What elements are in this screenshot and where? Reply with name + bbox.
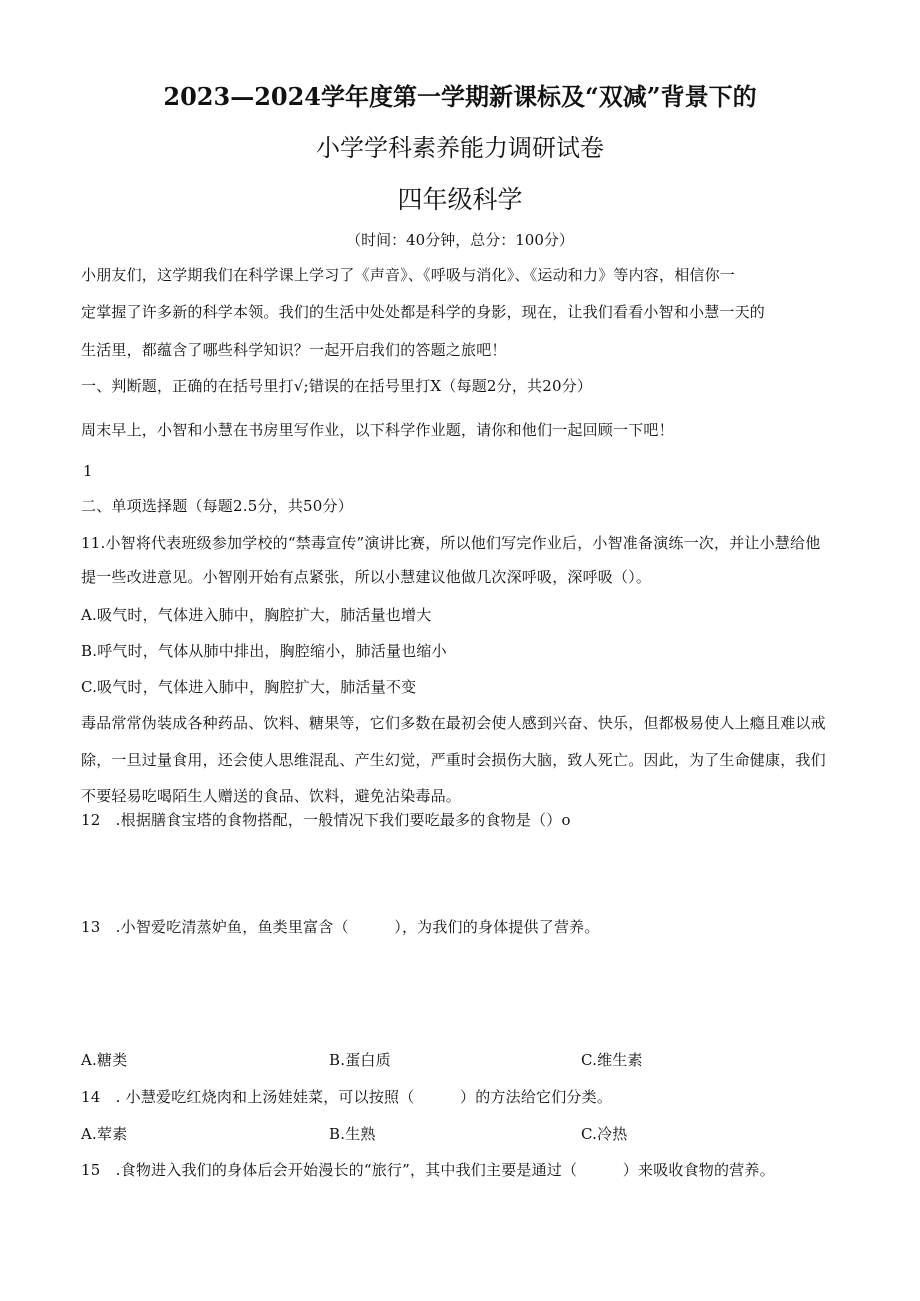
intro-line-2: 定掌握了许多新的科学本领。我们的生活中处处都是科学的身影，现在，让我们看看小智和小慧一天的 xyxy=(81,303,766,321)
exam-title-line1: 2023—2024学年度第一学期新课标及“双减”背景下的 xyxy=(163,82,757,111)
exam-title-grade: 四年级科学 xyxy=(397,185,523,214)
q11-option-a: A.吸气时，气体进入肺中，胸腔扩大，肺活量也增大 xyxy=(81,606,432,624)
exam-time-score: （时间：40分钟，总分：100分） xyxy=(346,231,574,249)
q13-option-a: A.糖类 xyxy=(81,1051,128,1069)
q14-text: 14 . 小慧爱吃红烧肉和上汤娃娃菜，可以按照（ ）的方法给它们分类。 xyxy=(81,1088,613,1106)
q14-option-c: C.冷热 xyxy=(581,1125,628,1143)
q13-text: 13 .小智爱吃清蒸妒鱼，鱼类里富含（ ），为我们的身体提供了营养。 xyxy=(81,918,600,936)
q14-option-a: A.荤素 xyxy=(81,1125,128,1143)
section2-heading: 二、单项选择题（每题2.5分，共50分） xyxy=(81,497,353,515)
q11-option-b: B.呼气时，气体从肺中排出，胸腔缩小，肺活量也缩小 xyxy=(81,642,447,660)
q11-line-1: 11.小智将代表班级参加学校的“禁毒宣传”演讲比赛，所以他们写完作业后，小智准备演练一次，并让小慧给他 xyxy=(81,534,821,552)
q13-option-b: B.蛋白质 xyxy=(329,1051,391,1069)
q12-text: 12 .根据膳食宝塔的食物搭配，一般情况下我们要吃最多的食物是（）o xyxy=(81,811,571,829)
q14-option-b: B.生熟 xyxy=(329,1125,376,1143)
intro-line-3: 生活里，都蕴含了哪些科学知识？一起开启我们的答题之旅吧！ xyxy=(81,341,507,359)
intro-line-1: 小朋友们，这学期我们在科学课上学习了《声音》、《呼吸与消化》、《运动和力》等内容，相信你一 xyxy=(81,266,736,284)
section1-context: 周末早上，小智和小慧在书房里写作业，以下科学作业题，请你和他们一起回顾一下吧！ xyxy=(81,421,674,439)
q15-text: 15 .食物进入我们的身体后会开始漫长的“旅行”，其中我们主要是通过（ ）来吸收食物的营养。 xyxy=(81,1161,775,1179)
q11-option-c: C.吸气时，气体进入肺中，胸腔扩大，肺活量不变 xyxy=(81,678,417,696)
exam-title-line2: 小学学科素养能力调研试卷 xyxy=(316,134,604,162)
drug-text-line-3: 不要轻易吃喝陌生人赠送的食品、饮料，避免沾染毒品。 xyxy=(81,787,462,805)
drug-text-line-2: 除，一旦过量食用，还会使人思维混乱、产生幻觉，严重时会损伤大脑，致人死亡。因此，为了生命健康，我们 xyxy=(81,751,826,769)
section1-item-1: 1 xyxy=(83,462,93,480)
q13-option-c: C.维生素 xyxy=(581,1051,643,1069)
section1-heading: 一、判断题，正确的在括号里打√;错误的在括号里打X（每题2分，共20分） xyxy=(81,377,593,395)
drug-text-line-1: 毒品常常伪装成各种药品、饮料、糖果等，它们多数在最初会使人感到兴奋、快乐，但都极易使人上瘾且难以戒 xyxy=(81,714,826,732)
q11-line-2: 提一些改进意见。小智刚开始有点紧张，所以小慧建议他做几次深呼吸，深呼吸（）。 xyxy=(81,568,652,586)
